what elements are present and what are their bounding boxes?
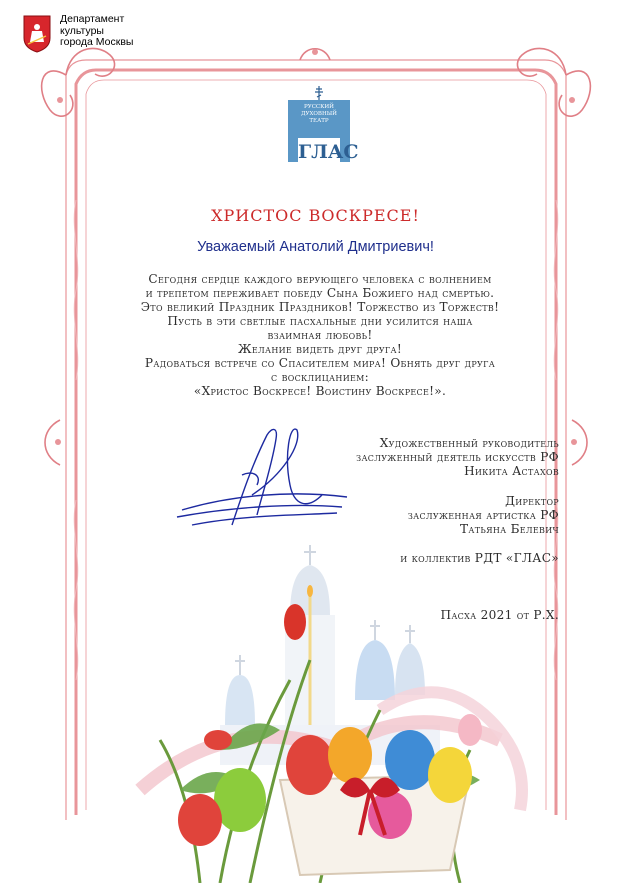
signatory-line: заслуженный деятель искусств РФ xyxy=(356,450,559,464)
greeting-body xyxy=(80,272,560,398)
handwritten-signature xyxy=(172,415,352,535)
easter-bouquet-illustration xyxy=(80,590,631,883)
signatory-line: Татьяна Белевич xyxy=(460,522,559,536)
theatre-logo-subtitle: РУССКИЙ ДУХОВНЫЙ ТЕАТР xyxy=(301,104,337,124)
salutation: Уважаемый Анатолий Дмитриевич! xyxy=(197,239,434,255)
body-line: с восклицанием: xyxy=(271,370,369,384)
department-header xyxy=(22,14,170,54)
theatre-logo-name: ГЛАС xyxy=(298,138,340,178)
moscow-coat-of-arms-icon xyxy=(22,14,52,54)
body-line: взаимная любовь! xyxy=(267,328,373,342)
signatory-line: Никита Астахов xyxy=(464,464,559,478)
department-line-1: Департамент xyxy=(60,13,125,25)
body-line: и трепетом переживает победу Сына Божиего над смертью. xyxy=(145,286,495,300)
body-line: Сегодня сердце каждого верующего человека с волнением xyxy=(148,272,492,286)
body-line: «Христос Воскресе! Воистину Воскресе!». xyxy=(193,384,447,398)
signatory-artistic-director xyxy=(356,436,559,478)
collective-line: и коллектив РДТ «ГЛАС» xyxy=(400,551,559,565)
signatory-line: Директор xyxy=(505,494,559,508)
signatory-line: заслуженная артистка РФ xyxy=(407,508,559,522)
easter-date: Пасха 2021 от Р.Х. xyxy=(440,608,559,622)
signatory-line: Художественный руководитель xyxy=(379,436,559,450)
department-name xyxy=(60,14,170,49)
body-line: Радоваться встрече со Спасителем мира! Обнять друг друга xyxy=(144,356,496,370)
department-line-2: культуры xyxy=(60,24,104,37)
body-line: Это великий Праздник Праздников! Торжество из Торжеств! xyxy=(140,300,500,314)
orthodox-cross-icon xyxy=(315,86,323,100)
body-line: Пусть в эти светлые пасхальные дни усилится наша xyxy=(167,314,473,328)
department-line-3: города Москвы xyxy=(60,36,134,48)
headline: ХРИСТОС ВОСКРЕСЕ! xyxy=(211,206,420,225)
theatre-logo xyxy=(288,86,359,186)
signatory-director xyxy=(408,494,559,536)
body-line: Желание видеть друг друга! xyxy=(237,342,403,356)
